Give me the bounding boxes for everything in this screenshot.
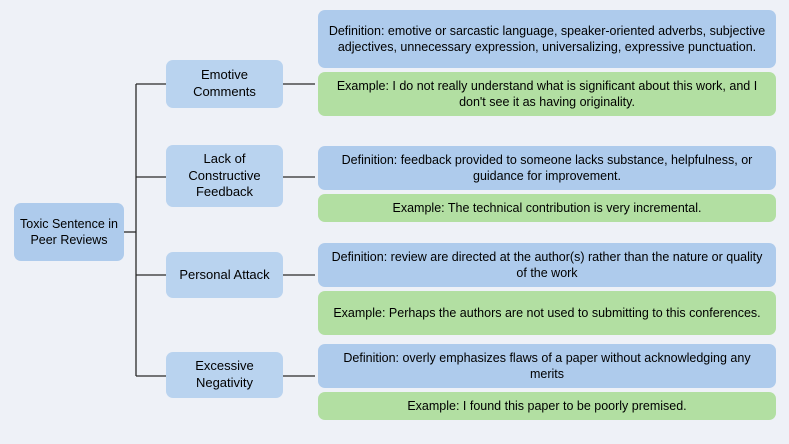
root-node bbox=[14, 203, 124, 261]
category-node-excessive-negativity bbox=[166, 352, 283, 398]
example-text: Example: Perhaps the authors are not used to submitting to this conferences. bbox=[333, 306, 761, 320]
definition-text: Definition: review are directed at the author(s) rather than the nature or quality of the work bbox=[331, 250, 763, 280]
category-node-label: Emotive Comments bbox=[193, 67, 256, 99]
definition-box-personal-attack bbox=[318, 243, 776, 287]
definition-box-emotive-comments bbox=[318, 10, 776, 68]
example-box-excessive-negativity bbox=[318, 392, 776, 420]
category-node-label: Personal Attack bbox=[179, 266, 270, 282]
category-node-label: Excessive Negativity bbox=[195, 358, 254, 390]
category-node-label: Lack of Constructive Feedback bbox=[188, 151, 261, 200]
root-node-label: Toxic Sentence in Peer Reviews bbox=[20, 217, 118, 247]
definition-text: Definition: feedback provided to someone lacks substance, helpfulness, or guidance for improvement. bbox=[341, 153, 753, 183]
category-node-lack-of-constructive-feedback bbox=[166, 145, 283, 207]
example-text: Example: I found this paper to be poorly premised. bbox=[407, 399, 687, 413]
definition-box-excessive-negativity bbox=[318, 344, 776, 388]
definition-text: Definition: emotive or sarcastic language, speaker-oriented adverbs, subjective adjectives, unnecessary expression, universalizing, expressive punctuation. bbox=[328, 24, 766, 54]
category-node-emotive-comments bbox=[166, 60, 283, 108]
definition-box-lack-of-constructive-feedback bbox=[318, 146, 776, 190]
category-node-personal-attack bbox=[166, 252, 283, 298]
example-box-personal-attack bbox=[318, 291, 776, 335]
example-text: Example: I do not really understand what is significant about this work, and I don't see it as having originality. bbox=[336, 79, 758, 109]
example-box-emotive-comments bbox=[318, 72, 776, 116]
example-box-lack-of-constructive-feedback bbox=[318, 194, 776, 222]
definition-text: Definition: overly emphasizes flaws of a paper without acknowledging any merits bbox=[343, 351, 751, 381]
example-text: Example: The technical contribution is very incremental. bbox=[392, 201, 702, 215]
